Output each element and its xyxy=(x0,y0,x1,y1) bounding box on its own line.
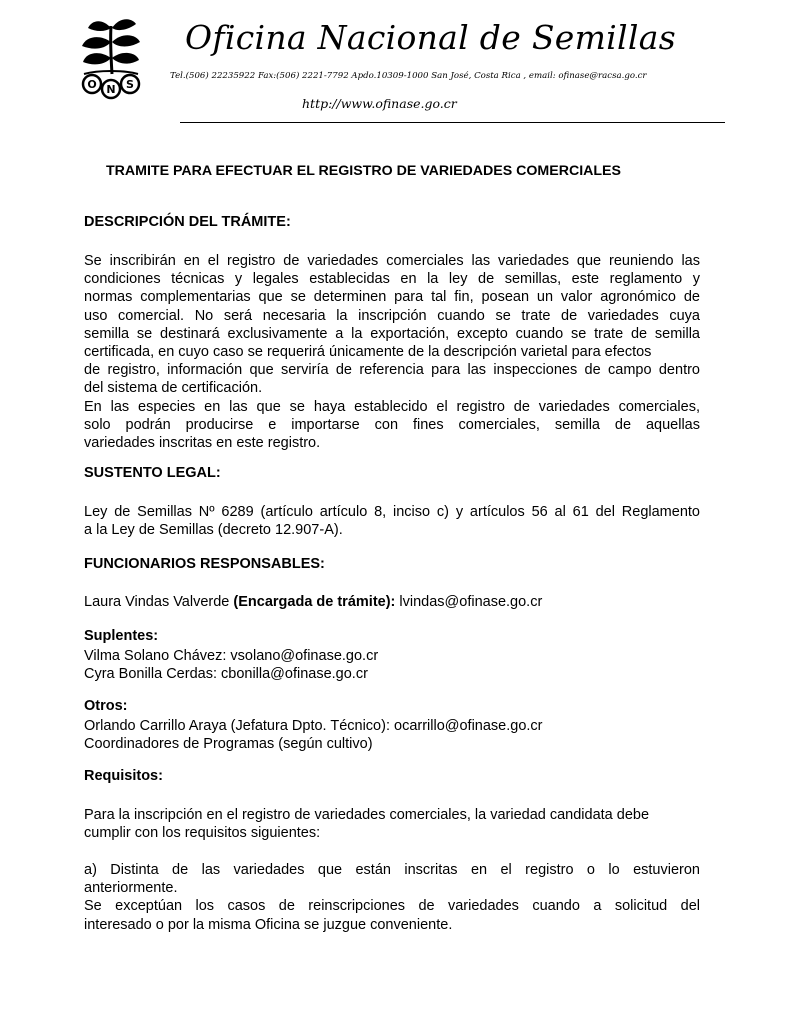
otros-list xyxy=(84,717,700,753)
sustento-paragraph xyxy=(84,503,700,539)
descripcion-paragraph xyxy=(84,252,700,452)
paragraph-line: condiciones técnicas y legales establecidas en la ley de semillas, este reglamento y xyxy=(84,271,700,288)
paragraph-line: solo podrán producirse e importarse con fines comerciales, semilla de aquellas xyxy=(84,416,700,433)
paragraph-line: Para la inscripción en el registro de variedades comerciales, la variedad candidata debe xyxy=(84,807,650,823)
list-item: Cyra Bonilla Cerdas: cbonilla@ofinase.go.cr xyxy=(84,666,368,683)
paragraph-line: a) Distinta de las variedades que están inscritas en el registro o lo estuvieron xyxy=(84,862,700,878)
requisito-a xyxy=(84,861,700,934)
paragraph-line: Se inscribirán en el registro de variedades comerciales las variedades que reuniendo las xyxy=(84,253,700,269)
svg-text:O: O xyxy=(87,78,97,91)
paragraph-line: Ley de Semillas Nº 6289 (artículo artículo 8, inciso c) y artículos 56 al 61 del Reglamento xyxy=(84,504,700,520)
paragraph-line: anteriormente. xyxy=(84,880,178,897)
paragraph-line: cumplir con los requisitos siguientes: xyxy=(84,825,321,842)
svg-text:S: S xyxy=(126,78,134,91)
paragraph-line: uso comercial. No será necesaria la inscripción cuando se trate de variedades cuya xyxy=(84,307,700,324)
suplentes-heading: Suplentes: xyxy=(84,628,159,644)
paragraph-line: semilla se destinará exclusivamente a la exportación, excepto cuando se trate de semilla xyxy=(84,325,700,342)
paragraph-line: Se exceptúan los casos de reinscripciones de variedades cuando a solicitud del xyxy=(84,898,700,915)
funcionarios-heading: FUNCIONARIOS RESPONSABLES: xyxy=(84,556,325,572)
encargada-role: (Encargada de trámite): xyxy=(233,594,396,610)
paragraph-line: En las especies en las que se haya establecido el registro de variedades comerciales, xyxy=(84,398,700,415)
paragraph-line: certificada, en cuyo caso se requerirá únicamente de la descripción varietal para efectos xyxy=(84,344,652,361)
list-item: Coordinadores de Programas (según cultivo) xyxy=(84,736,373,753)
svg-text:N: N xyxy=(106,83,116,96)
document-title: TRAMITE PARA EFECTUAR EL REGISTRO DE VARIEDADES COMERCIALES xyxy=(106,163,621,179)
org-name: Oficina Nacional de Semillas xyxy=(185,18,676,57)
list-item: Orlando Carrillo Araya (Jefatura Dpto. Técnico): ocarrillo@ofinase.go.cr xyxy=(84,718,543,734)
paragraph-line: del sistema de certificación. xyxy=(84,380,263,397)
paragraph-line: de registro, información que serviría de referencia para las inspecciones de campo dentro xyxy=(84,362,700,379)
paragraph-line: interesado o por la misma Oficina se juzgue conveniente. xyxy=(84,916,453,933)
descripcion-heading: DESCRIPCIÓN DEL TRÁMITE: xyxy=(84,214,291,230)
encargada-line xyxy=(84,593,700,611)
website-link[interactable]: http://www.ofinase.go.cr xyxy=(302,96,457,111)
otros-heading: Otros: xyxy=(84,698,128,714)
paragraph-line: normas complementarias que se determinen para tal fin, posean un valor agronómico de xyxy=(84,289,700,306)
sustento-heading: SUSTENTO LEGAL: xyxy=(84,465,221,481)
paragraph-line: a la Ley de Semillas (decreto 12.907-A). xyxy=(84,522,343,539)
contact-line: Tel.(506) 22235922 Fax:(506) 2221-7792 Apdo.10309-1000 San José, Costa Rica , email: ofinase@racsa.go.cr xyxy=(170,71,647,81)
requisitos-heading: Requisitos: xyxy=(84,768,163,784)
paragraph-line: variedades inscritas en este registro. xyxy=(84,435,321,452)
suplentes-list xyxy=(84,647,700,683)
header-divider xyxy=(180,122,725,123)
requisitos-intro xyxy=(84,806,700,842)
ons-logo xyxy=(78,14,144,100)
encargada-email[interactable]: lvindas@ofinase.go.cr xyxy=(395,594,543,610)
list-item: Vilma Solano Chávez: vsolano@ofinase.go.cr xyxy=(84,648,379,664)
encargada-name: Laura Vindas Valverde xyxy=(84,594,234,610)
